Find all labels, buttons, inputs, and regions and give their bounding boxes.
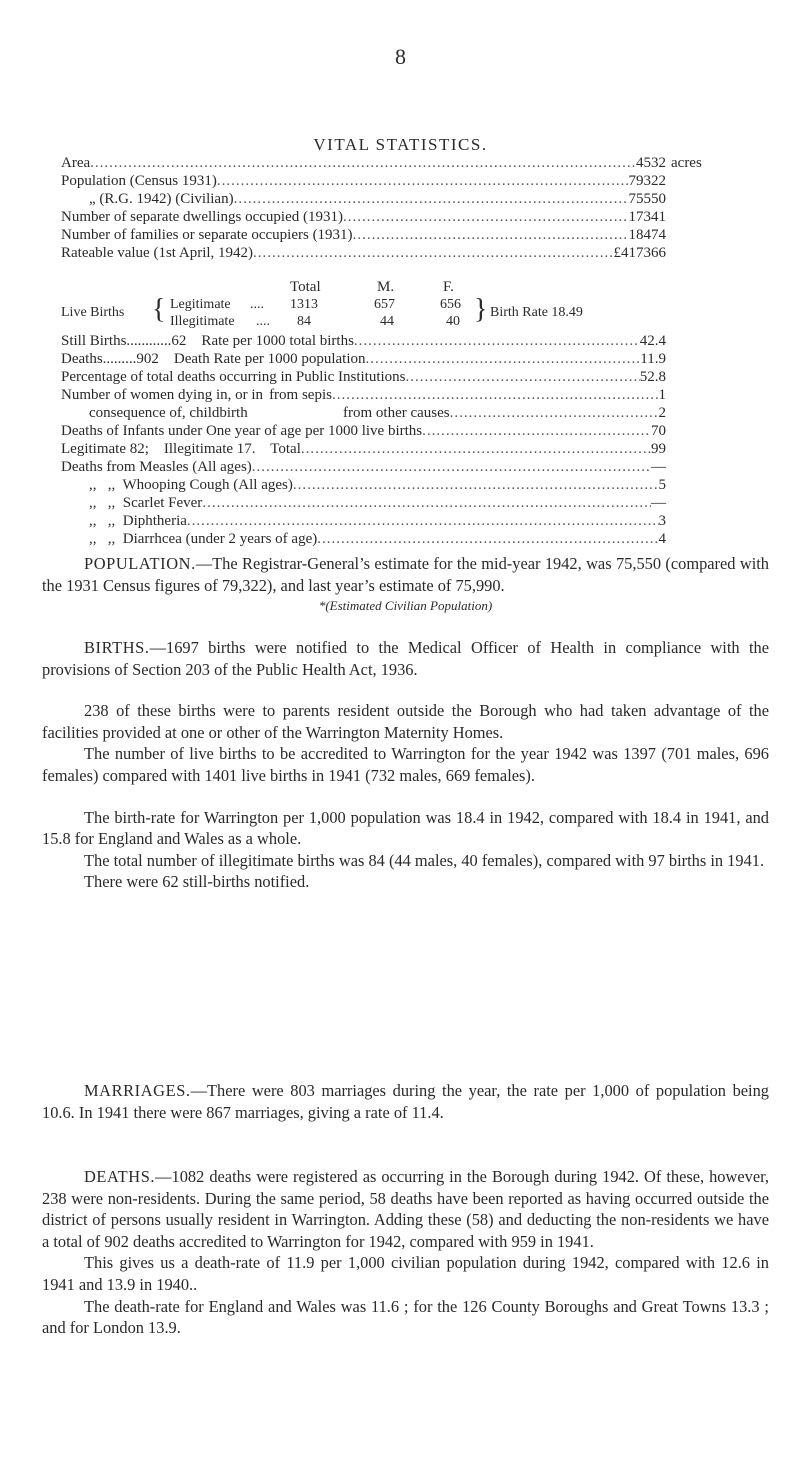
infant-label: Deaths of Infants under One year of age per 1000 live births: [61, 423, 423, 439]
legit-label: Legitimate: [170, 297, 231, 312]
illeg-total: 84: [297, 314, 311, 329]
maternal-row-sepsis: [61, 386, 666, 404]
summary-value: 79322: [628, 173, 666, 189]
infant-value: 70: [651, 423, 666, 439]
summary-value: 75550: [628, 191, 666, 207]
legit-m: 657: [374, 297, 395, 312]
summary-label: Population (Census 1931): [61, 173, 217, 189]
summary-value: £417366: [613, 245, 666, 261]
legit-f: 656: [440, 297, 461, 312]
maternal-other-value: 2: [658, 405, 666, 421]
section-births: [42, 637, 769, 893]
disease-row: [61, 494, 666, 512]
summary-row-families: [61, 226, 666, 244]
summary-label: Number of separate dwellings occupied (1931): [61, 209, 343, 225]
section-marriages: [42, 1080, 769, 1123]
disease-label: Deaths from Measles (All ages): [61, 459, 252, 475]
summary-label: „ (R.G. 1942) (Civilian): [89, 191, 234, 207]
summary-row-area: [61, 154, 666, 172]
births-paragraph: The total number of illegitimate births was 84 (44 males, 40 females), compared with 97 births in 1941.: [84, 850, 765, 870]
disease-row: [61, 512, 666, 530]
disease-label: ,, ,, Whooping Cough (All ages): [89, 477, 293, 493]
maternal-line1: Number of women dying in, or in: [61, 387, 264, 403]
dots: ....: [250, 297, 264, 312]
disease-row: [61, 530, 666, 548]
left-brace: {: [152, 294, 166, 325]
illeg-f: 40: [446, 314, 460, 329]
dots: ....: [256, 314, 270, 329]
page-title: VITAL STATISTICS.: [313, 135, 488, 154]
disease-label: ,, ,, Diarrhcea (under 2 years of age): [89, 531, 318, 547]
population-note: *(Estimated Civilian Population): [318, 598, 493, 614]
col-f: F.: [443, 279, 454, 295]
live-births-label: Live Births: [61, 305, 125, 320]
disease-value: —: [651, 459, 666, 475]
summary-label: Number of families or separate occupiers (1931): [61, 227, 353, 243]
right-brace: }: [474, 294, 488, 325]
section-population: [42, 553, 769, 616]
stat-label: Still Births............62 Rate per 1000 total births: [61, 333, 354, 349]
summary-value: 17341: [628, 209, 666, 225]
maternal-sepsis-value: 1: [658, 387, 666, 403]
marriages-text: —There were 803 marriages during the year, the rate per 1,000 of population being 10.6. In 1941 there were 867 marriages, giving a rate of 11.4.: [42, 1081, 769, 1122]
stat-label: Percentage of total deaths occurring in Public Institutions: [61, 369, 406, 385]
stat-row-institutions: [61, 368, 666, 386]
page-number: 8: [395, 44, 406, 69]
disease-row-measles: [61, 458, 666, 476]
disease-value: —: [651, 495, 666, 511]
section-deaths: [42, 1166, 769, 1339]
stat-label: Deaths.........902 Death Rate per 1000 population: [61, 351, 366, 367]
maternal-other: from other causes: [343, 405, 450, 421]
summary-label: Rateable value (1st April, 1942): [61, 245, 254, 261]
legit-total: 1313: [290, 297, 318, 312]
disease-label: ,, ,, Scarlet Fever: [89, 495, 203, 511]
disease-label: ,, ,, Diphtheria: [89, 513, 187, 529]
stat-value: 52.8: [639, 369, 666, 385]
summary-value: 4532: [636, 155, 666, 171]
births-paragraph: 238 of these births were to parents resident outside the Borough who had taken advantage of the facilities provided at one or other of the Warrington Maternity Homes.: [42, 701, 769, 742]
infant-row: [61, 422, 666, 440]
illeg-m: 44: [380, 314, 394, 329]
summary-row-civilian: [61, 190, 666, 208]
births-heading: BIRTHS.: [84, 638, 150, 657]
births-paragraph: The number of live births to be accredited to Warrington for the year 1942 was 1397 (701 males, 696 females) compared with 1401 live births in 1941 (732 males, 669 females).: [42, 744, 769, 785]
births-paragraph: There were 62 still-births notified.: [84, 872, 310, 892]
deaths-text: —1082 deaths were registered as occurring in the Borough during 1942. Of these, however, 238 were non-residents. During the same period, 58 deaths have been reported as having occurred outside the district of persons usually resident in Warrington. Adding these (58) and deducting the non-residents we have a total of 902 deaths accredited to Warrington for 1942, compared with 959 in 1941.: [42, 1167, 769, 1251]
stat-value: 42.4: [639, 333, 666, 349]
disease-value: 5: [658, 477, 666, 493]
summary-row-dwellings: [61, 208, 666, 226]
infant-detail: Legitimate 82; Illegitimate 17. Total: [61, 441, 301, 457]
deaths-heading: DEATHS.: [84, 1167, 156, 1186]
summary-row-population: [61, 172, 666, 190]
disease-value: 3: [658, 513, 666, 529]
marriages-heading: MARRIAGES.: [84, 1081, 191, 1100]
disease-value: 4: [658, 531, 666, 547]
stat-value: 11.9: [640, 351, 666, 367]
birth-rate: Birth Rate 18.49: [490, 305, 583, 320]
births-text: —1697 births were notified to the Medical Officer of Health in compliance with the provisions of Section 203 of the Public Health Act, 1936.: [42, 638, 769, 679]
maternal-line2: consequence of, childbirth: [89, 405, 248, 421]
infant-detail-row: [61, 440, 666, 458]
illeg-label: Illegitimate: [170, 314, 235, 329]
summary-value: 18474: [628, 227, 666, 243]
maternal-sepsis: from sepis: [269, 387, 332, 403]
deaths-paragraph: This gives us a death-rate of 11.9 per 1,000 civilian population during 1942, compared with 12.6 in 1941 and 13.9 in 1940..: [42, 1253, 769, 1294]
area-unit: acres: [671, 155, 702, 171]
disease-row: [61, 476, 666, 494]
deaths-paragraph: The death-rate for England and Wales was 11.6 ; for the 126 County Boroughs and Great Towns 13.3 ; and for London 13.9.: [42, 1296, 769, 1338]
population-text: —The Registrar-General’s estimate for the mid-year 1942, was 75,550 (compared with the 1931 Census figures of 79,322), and last year’s estimate of 75,990.: [42, 554, 769, 595]
stat-row-deaths: [61, 350, 666, 368]
births-paragraph: The birth-rate for Warrington per 1,000 population was 18.4 in 1942, compared with 18.4 in 1941, and 15.8 for England and Wales as a whole.: [42, 807, 769, 849]
summary-row-rateable: [61, 244, 666, 262]
stat-row-still-births: [61, 332, 666, 350]
col-total: Total: [290, 279, 321, 295]
maternal-row-other: [61, 404, 666, 422]
infant-total: 99: [651, 441, 666, 457]
col-m: M.: [377, 279, 395, 295]
summary-label: Area: [61, 155, 91, 171]
population-heading: POPULATION.: [84, 554, 196, 573]
